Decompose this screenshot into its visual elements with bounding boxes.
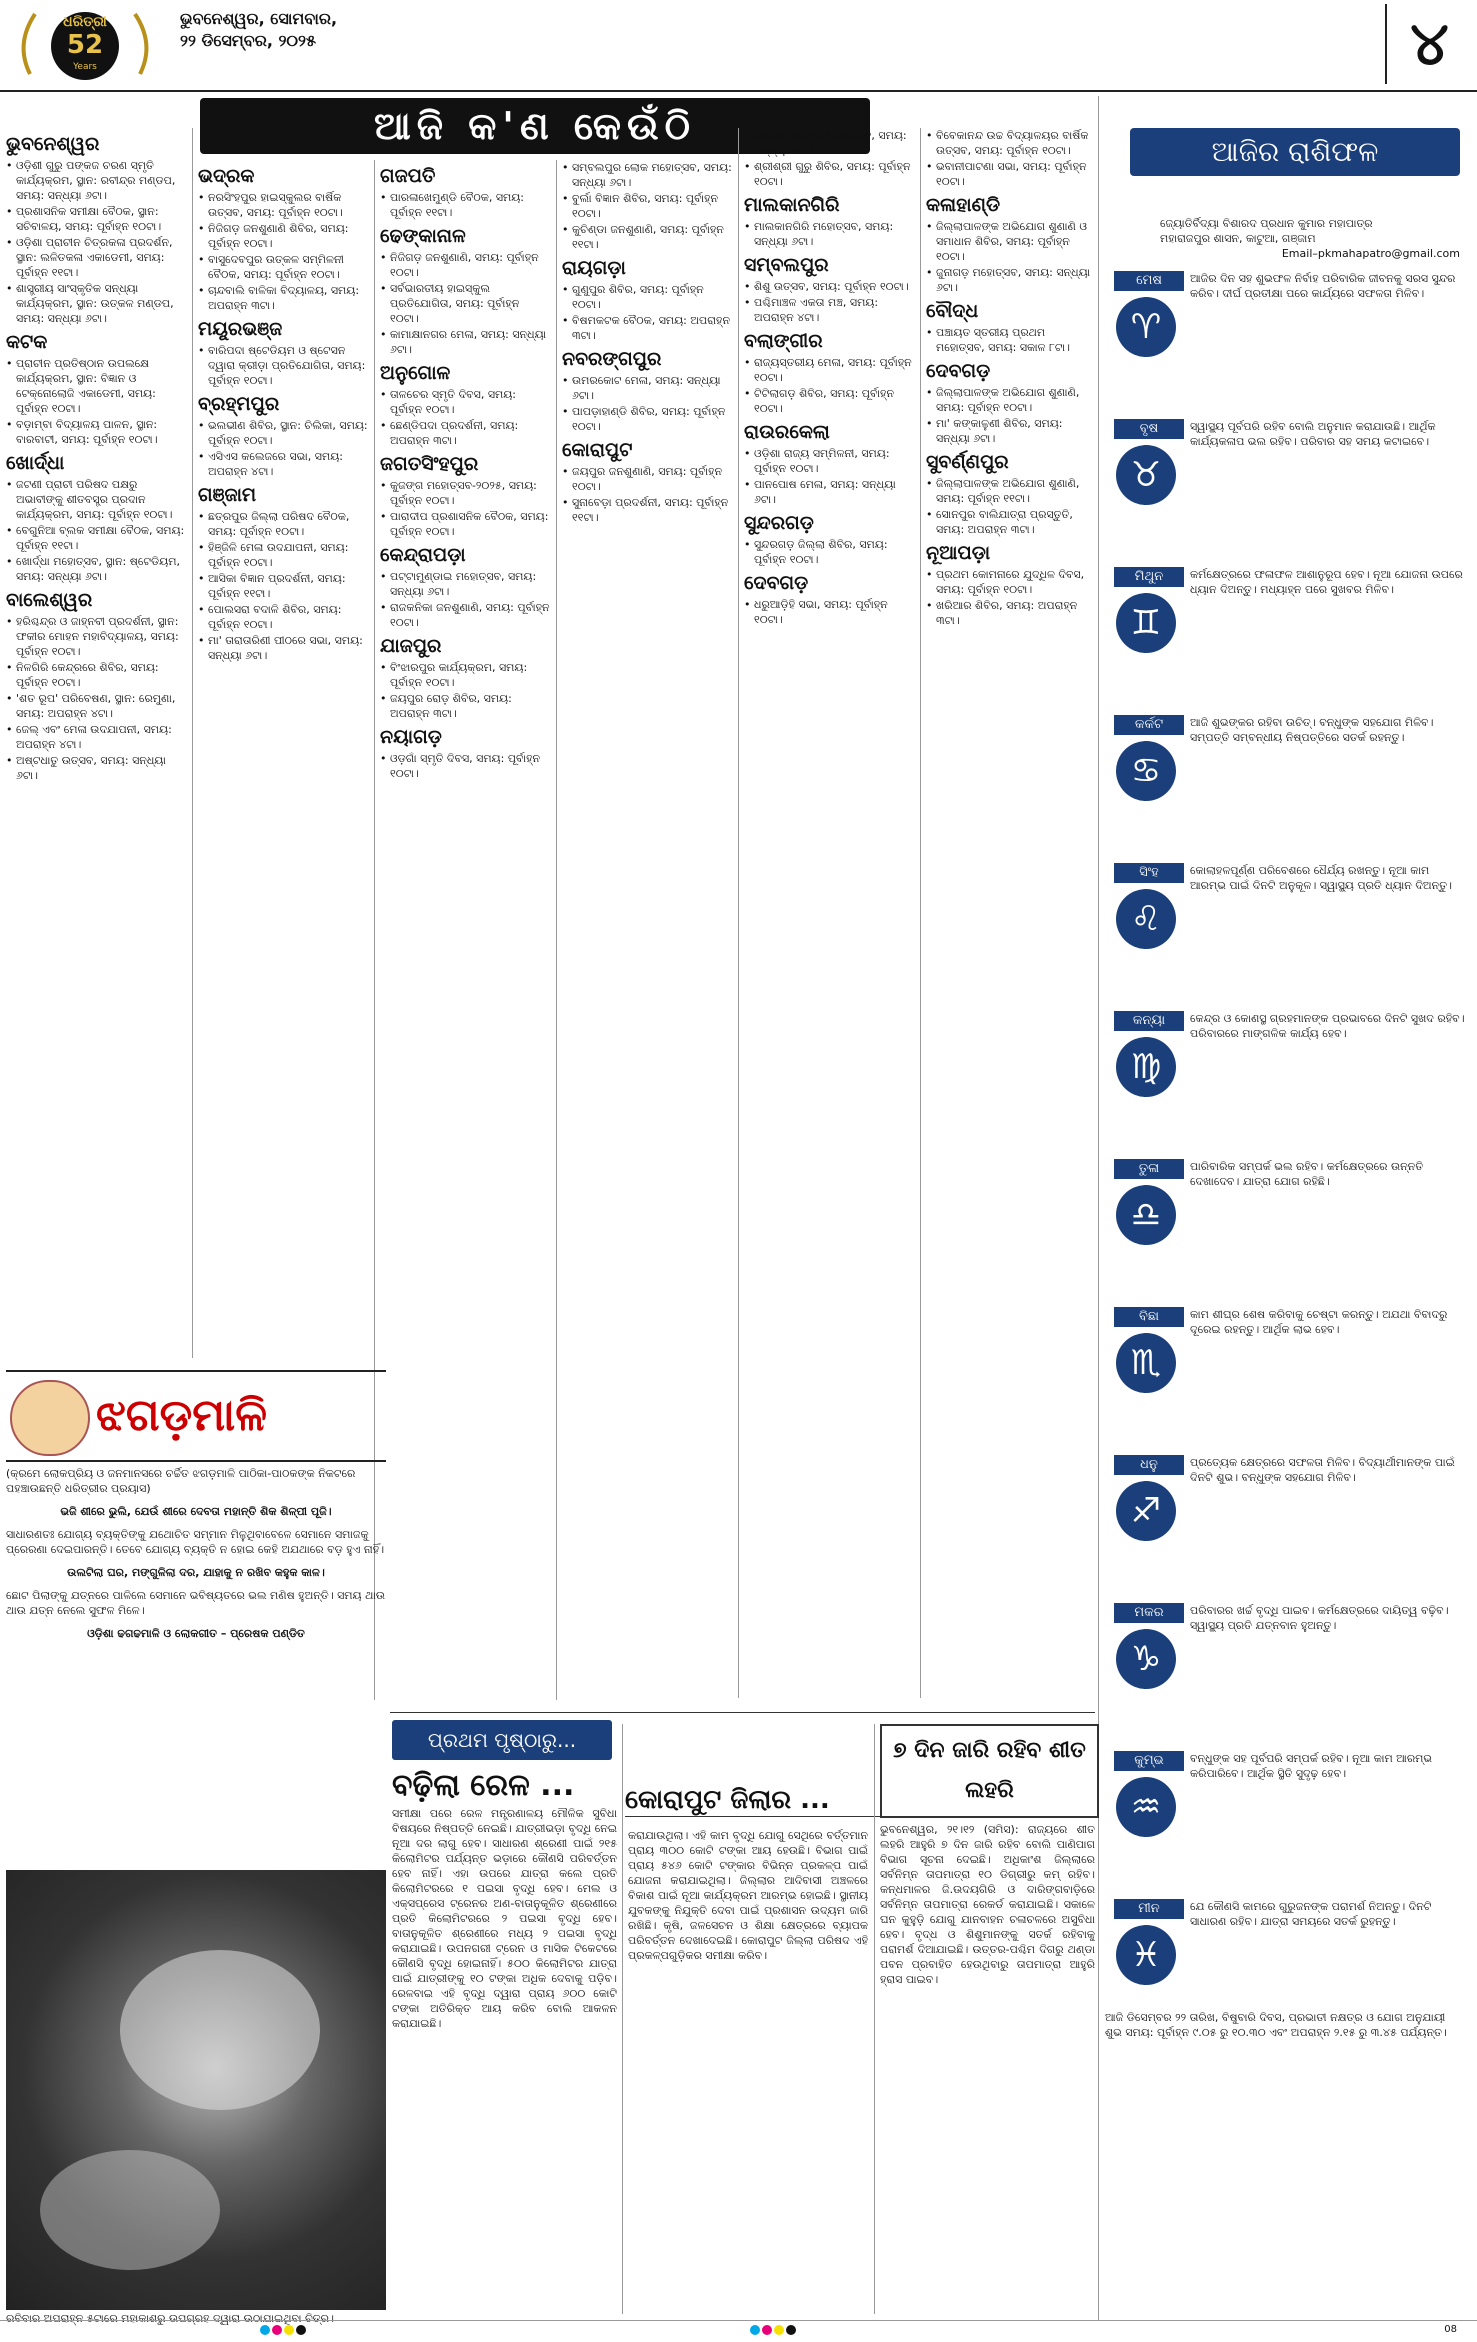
yellow-dot — [774, 2325, 784, 2335]
zodiac-text: କେନ୍ଦ୍ର ଓ କୋଣସ୍ଥ ଗ୍ରହମାନଙ୍କ ପ୍ରଭାବରେ ଦିନଟି ସୁଖଦ ରହିବ। ପରିବାରରେ ମାଙ୍ଗଳିକ କାର୍ଯ୍ୟ ହେବ। — [1190, 1012, 1465, 1040]
astrologer-place: ମହାରାଜପୁର ଶାସନ, କାଟୁଆ, ଗଞ୍ଜାମ — [1160, 232, 1316, 245]
district-heading: ମୟୂରଭଞ୍ଜ — [198, 318, 283, 340]
zodiac-entry — [1100, 1307, 1470, 1447]
event-item: • ଜିଲ୍ଲାପାଳଙ୍କ ଅଭିଯୋଗ ଶୁଣାଣି ଓ ସମାଧାନ ଶିବିର, ସମୟ: ପୂର୍ବାହ୍ନ ୧୦ଟା। — [926, 219, 1094, 264]
zodiac-icon: ♉ — [1116, 445, 1176, 505]
black-dot — [786, 2325, 796, 2335]
event-item: • ଟିଟିଲାଗଡ଼ ଶିବିର, ସମୟ: ପୂର୍ବାହ୍ନ ୧୦ଟା। — [744, 386, 914, 416]
district-heading: ଦେବଗଡ଼ — [926, 360, 991, 382]
zodiac-entry — [1100, 1751, 1470, 1891]
event-item: • କୁଚିଣ୍ଡା ଜନଶୁଣାଣି, ସମୟ: ପୂର୍ବାହ୍ନ ୧୧ଟା। — [562, 222, 732, 252]
zodiac-icon: ♒ — [1116, 1777, 1176, 1837]
zodiac-name: ବିଛା — [1114, 1307, 1184, 1327]
print-footer — [0, 2320, 1477, 2340]
district-heading: କୋରାପୁଟ — [562, 439, 633, 461]
events-column — [380, 160, 550, 1700]
zodiac-icon: ♐ — [1116, 1481, 1176, 1541]
event-item: • ପାପଡ଼ାହାଣ୍ଡି ଶିବିର, ସମୟ: ପୂର୍ବାହ୍ନ ୧୦ଟା। — [562, 404, 732, 434]
column-divider — [556, 160, 557, 1700]
district-heading: ରାଉରକେଲା — [744, 421, 830, 443]
district-heading: ନବରଙ୍ଗପୁର — [562, 348, 662, 370]
jhagadmali-verse: ଭଜି ଶୀରେ ଭୁଲି, ଯେଉଁ ଶୀରେ ଦେବତା ମହାନ୍ତି ଶିକ ଶିଳ୍ପୀ ପୂଜି। — [60, 1505, 332, 1518]
zodiac-icon: ♊ — [1116, 593, 1176, 653]
district-heading: ଦେବଗଡ଼ — [744, 572, 809, 594]
event-item: • ବେଗୁନିଆ ବ୍ଲକ ସମୀକ୍ଷା ବୈଠକ, ସମୟ: ପୂର୍ବାହ୍ନ ୧୧ଟା। — [6, 523, 186, 553]
zodiac-entry — [1100, 1603, 1470, 1743]
event-item: • ବଡ଼ାମ୍ବା ବିଦ୍ୟାଳୟ ପାଳନ, ସ୍ଥାନ: ବାରବାଟୀ, ସମୟ: ପୂର୍ବାହ୍ନ ୧୦ଟା। — [6, 417, 186, 447]
event-item: • ସମ୍ବଲପୁର ଲୋକ ମହୋତ୍ସବ, ସମୟ: ସନ୍ଧ୍ୟା ୬ଟା। — [562, 160, 732, 190]
event-item: • ନରସିଂହପୁର ହାଇସ୍କୁଲର ବାର୍ଷିକ ଉତ୍ସବ, ସମୟ: ପୂର୍ବାହ୍ନ ୧୦ଟା। — [198, 190, 368, 220]
event-item: • ମାଲକାନଗିରି ମହୋତ୍ସବ, ସମୟ: ସନ୍ଧ୍ୟା ୬ଟା। — [744, 219, 914, 249]
events-column — [6, 128, 186, 1358]
event-item: • ଜୁନାଗଡ଼ ମହୋତ୍ସବ, ସମୟ: ସନ୍ଧ୍ୟା ୬ଟା। — [926, 265, 1094, 295]
zodiac-entry — [1100, 715, 1470, 855]
logo-years: 52 — [66, 30, 104, 60]
zodiac-entry — [1100, 1011, 1470, 1151]
event-item: • ପଶ୍ଚିମାଞ୍ଚଳ ଏକତା ମଞ୍ଚ, ସମୟ: ଅପରାହ୍ନ ୪ଟା। — [744, 295, 914, 325]
event-item: • ଚାନ୍ଦବାଲି ବାଳିକା ବିଦ୍ୟାଳୟ, ସମୟ: ଅପରାହ୍ନ ୩ଟା। — [198, 283, 368, 313]
astrologer-email: Email–pkmahapatro@gmail.com — [1281, 247, 1460, 260]
zodiac-icon: ♌ — [1116, 889, 1176, 949]
district-heading: ବ୍ରହ୍ମପୁର — [198, 393, 280, 415]
district-heading: ଗଜପତି — [380, 165, 436, 187]
zodiac-icon: ♓ — [1116, 1925, 1176, 1985]
zodiac-text: ଆଜି ଶୁଭଙ୍କର ରହିବା ଉଚିତ୍। ବନ୍ଧୁଙ୍କ ସହଯୋଗ ମିଳିବ। ସମ୍ପତ୍ତି ସମ୍ବନ୍ଧୀୟ ନିଷ୍ପତ୍ତିରେ ସତର୍କ ରହନ୍ତୁ। — [1190, 716, 1434, 744]
jhagadmali-paragraph: ଛୋଟ ପିଲାଙ୍କୁ ଯତ୍ନରେ ପାଳିଲେ ସେମାନେ ଭବିଷ୍ୟତରେ ଭଲ ମଣିଷ ହୁଅନ୍ତି। ସମୟ ଥାଉ ଥାଉ ଯତ୍ନ ନେଲେ ସୁଫଳ ମିଳେ। — [6, 1589, 386, 1617]
cloud-mass — [120, 1950, 320, 2110]
event-item: • ପ୍ରଥମ କୋମନାରେ ଯୁଦ୍ଧିଳ ଦିବସ, ସମୟ: ପୂର୍ବାହ୍ନ ୧୦ଟା। — [926, 567, 1094, 597]
event-item: • ସୁନାବେଡ଼ା ପ୍ରଦର୍ଶନୀ, ସମୟ: ପୂର୍ବାହ୍ନ ୧୧ଟା। — [562, 495, 732, 525]
jhagadmali-box — [6, 1370, 386, 1860]
magenta-dot — [762, 2325, 772, 2335]
event-item: • ରାଜକନିକା ଜନଶୁଣାଣି, ସମୟ: ପୂର୍ବାହ୍ନ ୧୦ଟା। — [380, 600, 550, 630]
event-item: • ବାସୁଦେବପୁର ଉତ୍କଳ ସମ୍ମିଳନୀ ବୈଠକ, ସମୟ: ପୂର୍ବାହ୍ନ ୧୦ଟା। — [198, 252, 368, 282]
event-item: • ବିଷମକଟକ ବୈଠକ, ସମୟ: ଅପରାହ୍ନ ୩ଟା। — [562, 313, 732, 343]
event-item: • ମା' ତାରାତାରିଣୀ ପୀଠରେ ସଭା, ସମୟ: ସନ୍ଧ୍ୟା ୬ଟା। — [198, 633, 368, 663]
zodiac-text: ଯେ କୌଣସି କାମରେ ଗୁରୁଜନଙ୍କ ପରାମର୍ଶ ନିଅନ୍ତୁ। ଦିନଟି ସାଧାରଣ ରହିବ। ଯାତ୍ରା ସମୟରେ ସତର୍କ ରୁହନ୍ତୁ। — [1190, 1900, 1432, 1928]
rashifal-title: ଆଜିର ରାଶିଫଳ — [1130, 128, 1460, 176]
event-item: • ଛେଣ୍ଡିପଦା ପ୍ରଦର୍ଶନୀ, ସମୟ: ଅପରାହ୍ନ ୩ଟା। — [380, 418, 550, 448]
dateline — [180, 8, 440, 52]
pratham-label: ପ୍ରଥମ ପୃଷ୍ଠାରୁ... — [392, 1720, 612, 1760]
section-rule — [390, 1712, 1095, 1713]
yellow-dot — [284, 2325, 294, 2335]
event-item: • ମା' କଙ୍କାଳୁଣୀ ଶିବିର, ସମୟ: ସନ୍ଧ୍ୟା ୬ଟା। — [926, 416, 1094, 446]
event-item: • ନିଜିଗଡ଼ ଜନଶୁଣାଣି, ସମୟ: ପୂର୍ବାହ୍ନ ୧୦ଟା। — [380, 250, 550, 280]
logo-text: ଧରିତ୍ରୀ — [63, 14, 107, 30]
panchang-text: ଆଜି ଡିସେମ୍ବର ୨୨ ତାରିଖ, ବିଷୁବାରି ଦିବସ, ପ୍ରଭାତୀ ନକ୍ଷତ୍ର ଓ ଯୋଗ ଅନୁଯାୟୀ ଶୁଭ ସମୟ: ପୂର୍ବାହ୍ନ ୯.୦୫ ରୁ ୧୦.୩୦ ଏବଂ ଅପରାହ୍ନ ୨.୧୫ ରୁ ୩.୪୫ ପର୍ଯ୍ୟନ୍ତ। — [1105, 2011, 1447, 2039]
event-item: • ଭଲଭୀଣ ଶିବିର, ସ୍ଥାନ: ଚିଲିକା, ସମୟ: ପୂର୍ବାହ୍ନ ୧୦ଟା। — [198, 418, 368, 448]
event-item: • ଓଡ଼ିଶୀ ଗୁରୁ ପଙ୍କଜ ଚରଣ ସ୍ମୃତି କାର୍ଯ୍ୟକ୍ରମ, ସ୍ଥାନ: ରବୀନ୍ଦ୍ର ମଣ୍ଡପ, ସମୟ: ସନ୍ଧ୍ୟା ୬ଟା। — [6, 158, 186, 203]
event-item: • ଆସିକା ବିଜ୍ଞାନ ପ୍ରଦର୍ଶନୀ, ସମୟ: ପୂର୍ବାହ୍ନ ୧୧ଟା। — [198, 571, 368, 601]
zodiac-icon: ♎ — [1116, 1185, 1176, 1245]
event-item: • ଜେଲ୍ ଏବଂ ମେଳା ଉଦଯାପନୀ, ସମୟ: ଅପରାହ୍ନ ୪ଟା। — [6, 722, 186, 752]
cyan-dot — [750, 2325, 760, 2335]
event-item: • ଶାସ୍ତ୍ରୀୟ ସାଂସ୍କୃତିକ ସନ୍ଧ୍ୟା କାର୍ଯ୍ୟକ୍ରମ, ସ୍ଥାନ: ଉତ୍କଳ ମଣ୍ଡପ, ସମୟ: ସନ୍ଧ୍ୟା ୬ଟା। — [6, 281, 186, 326]
district-heading: ରାୟଗଡ଼ା — [562, 257, 626, 279]
jhagadmali-author: ଓଡ଼ିଶା ଢଗଢମାଳି ଓ ଲୋକଗୀତ – ପ୍ରେଷକ ପଣ୍ଡିତ — [87, 1627, 305, 1640]
event-item: • ଧରୁଆଡ଼ିହି ସଭା, ସମୟ: ପୂର୍ବାହ୍ନ ୧୦ଟା। — [744, 597, 914, 627]
column-divider — [622, 1724, 623, 2314]
district-heading: ବଲାଙ୍ଗୀର — [744, 330, 823, 352]
event-item: • ସୋନପୁର ବାଲିଯାତ୍ରା ପ୍ରସ୍ତୁତି, ସମୟ: ଅପରାହ୍ନ ୩ଟା। — [926, 507, 1094, 537]
zodiac-name: ମୀନ — [1114, 1899, 1184, 1919]
cartoon-faces-icon — [10, 1380, 90, 1456]
district-heading: କେନ୍ଦ୍ରାପଡ଼ା — [380, 544, 466, 566]
zodiac-entry — [1100, 1455, 1470, 1595]
black-dot — [296, 2325, 306, 2335]
satellite-caption: ରବିବାର ଅପରାହ୍ନ ୫ଟାରେ ମହାକାଶରୁ ଉପଗ୍ରହ ଦ୍ୱାରା ଉଠାଯାଇଥିବା ଚିତ୍ର। — [6, 2312, 334, 2325]
event-item: • ପାରଳାଖେମୁଣ୍ଡି ବୈଠକ, ସମୟ: ପୂର୍ବାହ୍ନ ୧୧ଟା। — [380, 190, 550, 220]
zodiac-text: ପାରିବାରିକ ସମ୍ପର୍କ ଭଲ ରହିବ। କର୍ମକ୍ଷେତ୍ରରେ ଉନ୍ନତି ଦେଖାଦେବ। ଯାତ୍ରା ଯୋଗ ରହିଛି। — [1190, 1160, 1424, 1188]
district-heading: ନୟାଗଡ଼ — [380, 726, 442, 748]
district-heading: ସମ୍ବଲପୁର — [744, 254, 829, 276]
zodiac-text: ଆଜିର ଦିନ ସହ ଶୁଭଫଳ ନିର୍ବାହ ପରିବାରିକ ଜୀବନକୁ ସରସ ସୁନ୍ଦର କରିବ। ଦୀର୍ଘ ପ୍ରତୀକ୍ଷା ପରେ କାର୍ଯ୍ୟରେ ସଫଳତା ମିଳିବ। — [1190, 272, 1456, 300]
zodiac-icon: ♏ — [1116, 1333, 1176, 1393]
event-item: • ହିଞ୍ଜିଳି ମେଳା ଉଦଯାପନୀ, ସମୟ: ପୂର୍ବାହ୍ନ ୧୦ଟା। — [198, 540, 368, 570]
event-item: • ଛତ୍ରପୁର ଜିଲ୍ଲା ପରିଷଦ ବୈଠକ, ସମୟ: ପୂର୍ବାହ୍ନ ୧୦ଟା। — [198, 509, 368, 539]
event-item: • ପାରାଦୀପ ପ୍ରଶାସନିକ ବୈଠକ, ସମୟ: ପୂର୍ବାହ୍ନ ୧୦ଟା। — [380, 509, 550, 539]
column-divider — [920, 128, 921, 1698]
district-heading: ଭଦ୍ରକ — [198, 165, 255, 187]
event-item: • ପାନପୋଷ ମେଳା, ସମୟ: ସନ୍ଧ୍ୟା ୬ଟା। — [744, 477, 914, 507]
event-item: • ଗୁଣୁପୁର ଶିବିର, ସମୟ: ପୂର୍ବାହ୍ନ ୧୦ଟା। — [562, 282, 732, 312]
column-divider — [738, 128, 739, 1698]
event-item: • କୁଜଙ୍ଗ ମହୋତ୍ସବ-୨୦୨୫, ସମୟ: ପୂର୍ବାହ୍ନ ୧୦ଟା। — [380, 478, 550, 508]
section-banner: ଆଜି କ'ଣ କେଉଁଠି — [200, 98, 870, 154]
event-item: • ଓଡ଼ିଶା ପ୍ରାଚୀନ ଚିତ୍ରକଳା ପ୍ରଦର୍ଶନ, ସ୍ଥାନ: ଲଳିତକଳା ଏକାଡେମୀ, ସମୟ: ପୂର୍ବାହ୍ନ ୧୧ଟା। — [6, 235, 186, 280]
district-heading: ମାଲକାନଗିରି — [744, 194, 840, 216]
zodiac-name: ଧନୁ — [1114, 1455, 1184, 1475]
event-item: • ବିବେକାନନ୍ଦ ଉଚ୍ଚ ବିଦ୍ୟାଳୟର ବାର୍ଷିକ ଉତ୍ସବ, ସମୟ: ପୂର୍ବାହ୍ନ ୧୦ଟା। — [926, 128, 1094, 158]
event-item: • ହରିଶ୍ଚନ୍ଦ୍ର ଓ ଜାହ୍ନବୀ ପ୍ରଦର୍ଶନୀ, ସ୍ଥାନ: ଫକୀର ମୋହନ ମହାବିଦ୍ୟାଳୟ, ସମୟ: ପୂର୍ବାହ୍ନ ୧୦ଟା। — [6, 614, 186, 659]
article-heading: ୭ ଦିନ ଜାରି ରହିବ ଶୀତ ଲହରି — [893, 1738, 1086, 1803]
district-heading: ସୁବର୍ଣ୍ଣପୁର — [926, 451, 1009, 473]
district-heading: କଳାହାଣ୍ଡି — [926, 194, 1001, 216]
page-number: ୪ — [1385, 4, 1472, 84]
event-item: • ଜୟପୁର ରୋଡ଼ ଶିବିର, ସମୟ: ଅପରାହ୍ନ ୩ଟା। — [380, 691, 550, 721]
astrologer-name: ଜ୍ୟୋତିର୍ବିଦ୍ୟା ବିଶାରଦ ପ୍ରଧାନ କୁମାର ମହାପାତ୍ର — [1160, 217, 1373, 230]
jhagadmali-verse: ଉଲଟିଲା ଘର, ମଙ୍ଗୁଳିଲା ଦର, ଯାହାକୁ ନ ରଖିବ କହୁକ କାଳ। — [67, 1566, 325, 1579]
zodiac-text: ପରିବାରର ଖର୍ଚ୍ଚ ବୃଦ୍ଧି ପାଇବ। କର୍ମକ୍ଷେତ୍ରରେ ଦାୟିତ୍ୱ ବଢ଼ିବ। ସ୍ୱାସ୍ଥ୍ୟ ପ୍ରତି ଯତ୍ନବାନ ହୁଅନ୍ତୁ। — [1190, 1604, 1449, 1632]
zodiac-name: ବୃଷ — [1114, 419, 1184, 439]
event-item: • ଜିଲ୍ଲାପାଳଙ୍କ ଅଭିଯୋଗ ଶୁଣାଣି, ସମୟ: ପୂର୍ବାହ୍ନ ୧୧ଟା। — [926, 476, 1094, 506]
zodiac-name: କନ୍ୟା — [1114, 1011, 1184, 1031]
zodiac-name: କର୍କଟ — [1114, 715, 1184, 735]
event-item: • ଉମରକୋଟ ମେଳା, ସମୟ: ସନ୍ଧ୍ୟା ୬ଟା। — [562, 373, 732, 403]
article-body: କରାଯାଉଥିଲା। ଏହି କାମ ବୃଦ୍ଧି ଯୋଗୁ ସେଥିରେ ବର୍ତ୍ତମାନ ପ୍ରାୟ ୩୦୦ କୋଟି ଟଙ୍କା ଆୟ ହେଉଛି। ବିଭାଗ ପାଇଁ ପ୍ରାୟ ୫୪୬ କୋଟି ଟଙ୍କାର ବିଭିନ୍ନ ପ୍ରକଳ୍ପ ପାଇଁ ଯୋଜନା କରାଯାଇଥିଲା। ଜିଲ୍ଲାର ଆଦିବାସୀ ଅଞ୍ଚଳରେ ବିକାଶ ପାଇଁ ନୂଆ କାର୍ଯ୍ୟକ୍ରମ ଆରମ୍ଭ ହୋଇଛି। ସ୍ଥାନୀୟ ଯୁବକଙ୍କୁ ନିଯୁକ୍ତି ଦେବା ପାଇଁ ପ୍ରଶାସନ ଉଦ୍ୟମ ଜାରି ରଖିଛି। କୃଷି, ଜଳସେଚନ ଓ ଶିକ୍ଷା କ୍ଷେତ୍ରରେ ବ୍ୟାପକ ପରିବର୍ତ୍ତନ ଦେଖାଦେଇଛି। କୋରାପୁଟ ଜିଲ୍ଲା ପରିଷଦ ଏହି ପ୍ରକଳ୍ପଗୁଡ଼ିକର ସମୀକ୍ଷା କରିବ। — [628, 1829, 868, 1962]
zodiac-icon: ♑ — [1116, 1629, 1176, 1689]
zodiac-text: ସ୍ୱାସ୍ଥ୍ୟ ପୂର୍ବପରି ରହିବ ବୋଲି ଅନୁମାନ କରାଯାଉଛି। ଆର୍ଥିକ କାର୍ଯ୍ୟକଳାପ ଭଲ ରହିବ। ପରିବାର ସହ ସମୟ କଟାଇବେ। — [1190, 420, 1436, 448]
zodiac-entry — [1100, 1159, 1470, 1299]
event-item: • ପଟ୍ଟାମୁଣ୍ଡାଇ ମହୋତ୍ସବ, ସମୟ: ସନ୍ଧ୍ୟା ୬ଟା। — [380, 569, 550, 599]
cloud-mass — [40, 2150, 220, 2270]
district-heading: ବାଲେଶ୍ୱର — [6, 589, 93, 611]
event-item: • ଭବାନୀପାଟଣା ସଭା, ସମୟ: ପୂର୍ବାହ୍ନ ୧୦ଟା। — [926, 159, 1094, 189]
zodiac-entry — [1100, 419, 1470, 559]
jhagadmali-subtitle: (କ୍ରମେ ଲୋକପ୍ରିୟ ଓ ଜନମାନସରେ ଚର୍ଚ୍ଚିତ ଝଗଡ଼ମାଳି ପାଠିକା-ପାଠକଙ୍କ ନିକଟରେ ପହଞ୍ଚାଉଛନ୍ତି ଧରିତ୍ରୀର ପ୍ରୟାସ) — [6, 1467, 356, 1495]
column-divider — [874, 1724, 875, 2314]
zodiac-name: ମେଷ — [1114, 271, 1184, 291]
event-item: • ସୁନ୍ଦରଗଡ଼ ଜିଲ୍ଲା ଶିବିର, ସମୟ: ପୂର୍ବାହ୍ନ ୧୦ଟା। — [744, 537, 914, 567]
zodiac-name: ତୁଳା — [1114, 1159, 1184, 1179]
zodiac-text: କୋଲାହଳପୂର୍ଣ୍ଣ ପରିବେଶରେ ଧୈର୍ଯ୍ୟ ରଖନ୍ତୁ। ନୂଆ କାମ ଆରମ୍ଭ ପାଇଁ ଦିନଟି ଅନୁକୂଳ। ସ୍ୱାସ୍ଥ୍ୟ ପ୍ରତି ଧ୍ୟାନ ଦିଅନ୍ତୁ। — [1190, 864, 1452, 892]
zodiac-name: ସିଂହ — [1114, 863, 1184, 883]
district-heading: ଢେଙ୍କାନାଳ — [380, 225, 466, 247]
issue-date: ୨୨ ଡିସେମ୍ବର, ୨୦୨୫ — [180, 31, 316, 50]
district-heading: ବୌଦ୍ଧ — [926, 300, 979, 322]
city-day: ଭୁବନେଶ୍ୱର, ସୋମବାର, — [180, 9, 338, 28]
event-item: • ଶିଶୁ ଉତ୍ସବ, ସମୟ: ପୂର୍ବାହ୍ନ ୧୦ଟା। — [744, 279, 914, 294]
zodiac-name: ମକର — [1114, 1603, 1184, 1623]
cyan-dot — [260, 2325, 270, 2335]
event-item: • ତାଳଚେର ସ୍ମୃତି ଦିବସ, ସମୟ: ପୂର୍ବାହ୍ନ ୧୦ଟା। — [380, 387, 550, 417]
event-item: • ଜିଲ୍ଲାପାଳଙ୍କ ଅଭିଯୋଗ ଶୁଣାଣି, ସମୟ: ପୂର୍ବାହ୍ନ ୧୦ଟା। — [926, 385, 1094, 415]
rashifal-panel — [1100, 96, 1470, 2321]
masthead — [0, 0, 1477, 92]
zodiac-name: କୁମ୍ଭ — [1114, 1751, 1184, 1771]
zodiac-text: କାମ ଶୀଘ୍ର ଶେଷ କରିବାକୁ ଚେଷ୍ଟା କରନ୍ତୁ। ଅଯଥା ବିବାଦରୁ ଦୂରେଇ ରହନ୍ତୁ। ଆର୍ଥିକ ଲାଭ ହେବ। — [1190, 1308, 1448, 1336]
jhagadmali-body — [6, 1466, 386, 1649]
magenta-dot — [272, 2325, 282, 2335]
events-column — [198, 160, 368, 1360]
district-heading: ଅନୁଗୋଳ — [380, 362, 451, 384]
district-heading: ନୂଆପଡ଼ା — [926, 542, 991, 564]
district-heading: ସୁନ୍ଦରଗଡ଼ — [744, 512, 814, 534]
event-item: • ପ୍ରଶାସନିକ ସମୀକ୍ଷା ବୈଠକ, ସ୍ଥାନ: ସଚିବାଳୟ, ସମୟ: ପୂର୍ବାହ୍ନ ୧୦ଟା। — [6, 204, 186, 234]
article-body: ସମୀକ୍ଷା ପରେ ରେଳ ମନ୍ତ୍ରଣାଳୟ ମୌଳିକ ସୁବିଧା ବିଷୟରେ ନିଷ୍ପତ୍ତି ନେଇଛି। ଯାତ୍ରୀଭଡ଼ା ବୃଦ୍ଧି ନେଇ ନୂଆ ଦର ଲାଗୁ ହେବ। ସାଧାରଣ ଶ୍ରେଣୀ ପାଇଁ ୨୧୫ କିଲୋମିଟର ପର୍ଯ୍ୟନ୍ତ ଭଡ଼ାରେ କୌଣସି ପରିବର୍ତ୍ତନ ହେବ ନାହିଁ। ଏହା ଉପରେ ଯାତ୍ରା କଲେ ପ୍ରତି କିଲୋମିଟରରେ ୧ ପଇସା ବୃଦ୍ଧି ହେବ। ମେଲ ଓ ଏକ୍ସପ୍ରେସ ଟ୍ରେନର ଅଣ-ବାତାନୁକୂଳିତ ଶ୍ରେଣୀରେ ପ୍ରତି କିଲୋମିଟରରେ ୨ ପଇସା ବୃଦ୍ଧି ହେବ। ବାତାନୁକୂଳିତ ଶ୍ରେଣୀରେ ମଧ୍ୟ ୨ ପଇସା ବୃଦ୍ଧି କରାଯାଇଛି। ଉପନଗରୀ ଟ୍ରେନ ଓ ମାସିକ ଟିକେଟରେ କୌଣସି ବୃଦ୍ଧି ହୋଇନାହିଁ। ୫୦୦ କିଲୋମିଟର ଯାତ୍ରା ପାଇଁ ଯାତ୍ରୀଙ୍କୁ ୧୦ ଟଙ୍କା ଅଧିକ ଦେବାକୁ ପଡ଼ିବ। ରେଳବାଇ ଏହି ବୃଦ୍ଧି ଦ୍ୱାରା ପ୍ରାୟ ୬୦୦ କୋଟି ଟଙ୍କା ଅତିରିକ୍ତ ଆୟ କରିବ ବୋଲି ଆକଳନ କରାଯାଇଛି। — [392, 1807, 617, 2030]
zodiac-text: ପ୍ରତ୍ୟେକ କ୍ଷେତ୍ରରେ ସଫଳତା ମିଳିବ। ବିଦ୍ୟାର୍ଥୀମାନଙ୍କ ପାଇଁ ଦିନଟି ଶୁଭ। ବନ୍ଧୁଙ୍କ ସହଯୋଗ ମିଳିବ। — [1190, 1456, 1455, 1484]
event-item: • ଏସିଏସ କଲେଜରେ ସଭା, ସମୟ: ଅପରାହ୍ନ ୪ଟା। — [198, 449, 368, 479]
newspaper-logo — [10, 4, 160, 84]
article-heading: ବଢ଼ିଲା ରେଳ ... — [392, 1768, 575, 1803]
events-column — [562, 160, 732, 1700]
jhagadmali-title: ଝଗଡ଼ମାଳି — [96, 1390, 267, 1441]
logo-years-label: Years — [73, 62, 97, 72]
event-item: • ବାରିପଦା ଷ୍ଟେଡିୟମ ଓ ଷ୍ଟେସନ ଦ୍ୱାରା କ୍ରୀଡ଼ା ପ୍ରତିଯୋଗିତା, ସମୟ: ପୂର୍ବାହ୍ନ ୧୦ଟା। — [198, 343, 368, 388]
event-item: • ନିଜିଗଡ଼ ଜନଶୁଣାଣି ଶିବିର, ସମୟ: ପୂର୍ବାହ୍ନ ୧୦ଟା। — [198, 221, 368, 251]
event-item: • ପୋଲସରା ବଦାଳି ଶିବିର, ସମୟ: ପୂର୍ବାହ୍ନ ୧୦ଟା। — [198, 602, 368, 632]
event-item: • ଖୋର୍ଦ୍ଧା ମହୋତ୍ସବ, ସ୍ଥାନ: ଷ୍ଟେଡିୟମ, ସମୟ: ସନ୍ଧ୍ୟା ୬ଟା। — [6, 554, 186, 584]
event-item: • ଜୟପୁର ଜନଶୁଣାଣି, ସମୟ: ପୂର୍ବାହ୍ନ ୧୦ଟା। — [562, 464, 732, 494]
zodiac-name: ମିଥୁନ — [1114, 567, 1184, 587]
event-item: • ଅଷ୍ଟଧାତୁ ଉତ୍ସବ, ସମୟ: ସନ୍ଧ୍ୟା ୬ଟା। — [6, 753, 186, 783]
event-item: • ନିଳଗିରି କେନ୍ଦ୍ରରେ ଶିବିର, ସମୟ: ପୂର୍ବାହ୍ନ ୧୦ଟା। — [6, 660, 186, 690]
event-item: • ସାମ୍ବଲ କେନ୍ଦ୍ର ମହୋତ୍ସବ, ସମୟ: ସନ୍ଧ୍ୟା ୬ଟା। — [744, 128, 914, 158]
event-item: • କାମାକ୍ଷାନଗର ମେଳା, ସମୟ: ସନ୍ଧ୍ୟା ୬ଟା। — [380, 327, 550, 357]
events-column — [926, 128, 1094, 1698]
event-item: • ଜଟଣୀ ପ୍ରାଚୀ ପରିଷଦ ପକ୍ଷରୁ ଅଭାବୀଙ୍କୁ ଶୀତବସ୍ତ୍ର ପ୍ରଦାନ କାର୍ଯ୍ୟକ୍ରମ, ସମୟ: ପୂର୍ବାହ୍ନ ୧୦ଟା। — [6, 477, 186, 522]
event-item: • ବୁର୍ଲା ବିଜ୍ଞାନ ଶିବିର, ସମୟ: ପୂର୍ବାହ୍ନ ୧୦ଟା। — [562, 191, 732, 221]
event-item: • ପ୍ରାଚୀନ ପ୍ରତିଷ୍ଠାନ ଉପଲକ୍ଷେ କାର୍ଯ୍ୟକ୍ରମ, ସ୍ଥାନ: ବିଜ୍ଞାନ ଓ ଟେକ୍ନୋଲୋଜି ଏକାଡେମୀ, ସମୟ: ପୂର୍ବାହ୍ନ ୧୦ଟା। — [6, 356, 186, 416]
district-heading: ଗଞ୍ଜାମ — [198, 484, 257, 506]
zodiac-entry — [1100, 567, 1470, 707]
event-item: • ବିଂଝାରପୁର କାର୍ଯ୍ୟକ୍ରମ, ସମୟ: ପୂର୍ବାହ୍ନ ୧୦ଟା। — [380, 660, 550, 690]
astrologer-info — [1160, 216, 1460, 261]
footer-mark: 08 — [1444, 2324, 1457, 2335]
article-body: ଭୁବନେଶ୍ୱର, ୨୧।୧୨ (ସମିସ): ରାଜ୍ୟରେ ଶୀତ ଲହରି ଆହୁରି ୭ ଦିନ ଜାରି ରହିବ ବୋଲି ପାଣିପାଗ ବିଭାଗ ସୂଚନା ଦେଇଛି। ଅଧିକାଂଶ ଜିଲ୍ଲାରେ ସର୍ବନିମ୍ନ ତାପମାତ୍ରା ୧୦ ଡିଗ୍ରୀରୁ କମ୍ ରହିବ। କନ୍ଧମାଳର ଜି.ଉଦୟଗିରି ଓ ଦାରିଙ୍ଗବାଡ଼ିରେ ସର୍ବନିମ୍ନ ତାପମାତ୍ରା ରେକର୍ଡ କରାଯାଇଛି। ସକାଳେ ଘନ କୁହୁଡ଼ି ଯୋଗୁ ଯାନବାହନ ଚଳାଚଳରେ ଅସୁବିଧା ହେବ। ବୃଦ୍ଧ ଓ ଶିଶୁମାନଙ୍କୁ ସତର୍କ ରହିବାକୁ ପରାମର୍ଶ ଦିଆଯାଇଛି। ଉତ୍ତର-ପଶ୍ଚିମ ଦିଗରୁ ଥଣ୍ଡା ପବନ ପ୍ରବାହିତ ହେଉଥିବାରୁ ତାପମାତ୍ରା ଆହୁରି ହ୍ରାସ ପାଇବ। — [880, 1823, 1095, 1986]
zodiac-text: କର୍ମକ୍ଷେତ୍ରରେ ଫଳାଫଳ ଆଶାନୁରୂପ ହେବ। ନୂଆ ଯୋଜନା ଉପରେ ଧ୍ୟାନ ଦିଅନ୍ତୁ। ମଧ୍ୟାହ୍ନ ପରେ ସୁଖବର ମିଳିବ। — [1190, 568, 1463, 596]
event-item: • ଖରିଆର ଶିବିର, ସମୟ: ଅପରାହ୍ନ ୩ଟା। — [926, 598, 1094, 628]
district-heading: ଜଗତସିଂହପୁର — [380, 453, 479, 475]
zodiac-entry — [1100, 271, 1470, 411]
jhagadmali-header — [6, 1370, 386, 1462]
column-divider — [192, 128, 193, 1358]
column-divider — [1098, 96, 1099, 2321]
event-item: • 'ଶତ ରୂପ' ପରିବେଷଣ, ସ୍ଥାନ: ରେମୁଣା, ସମୟ: ଅପରାହ୍ନ ୪ଟା। — [6, 691, 186, 721]
event-item: • ସର୍ବଭାରତୀୟ ହାଇସ୍କୁଲ ପ୍ରତିଯୋଗିତା, ସମୟ: ପୂର୍ବାହ୍ନ ୧୦ଟା। — [380, 281, 550, 326]
event-item: • ଶ୍ରୀଶ୍ରୀ ଗୁରୁ ଶିବିର, ସମୟ: ପୂର୍ବାହ୍ନ ୧୦ଟା। — [744, 159, 914, 189]
zodiac-icon: ♍ — [1116, 1037, 1176, 1097]
zodiac-icon: ♈ — [1116, 297, 1176, 357]
zodiac-text: ବନ୍ଧୁଙ୍କ ସହ ପୂର୍ବପରି ସମ୍ପର୍କ ରହିବ। ନୂଆ କାମ ଆରମ୍ଭ କରିପାରିବେ। ଆର୍ଥିକ ସ୍ଥିତି ସୁଦୃଢ଼ ହେବ। — [1190, 1752, 1433, 1780]
zodiac-entry — [1100, 863, 1470, 1003]
event-item: • ରାଜ୍ୟସ୍ତରୀୟ ମେଳା, ସମୟ: ପୂର୍ବାହ୍ନ ୧୦ଟା। — [744, 355, 914, 385]
district-heading: ଭୁବନେଶ୍ୱର — [6, 133, 100, 155]
events-column — [744, 128, 914, 1698]
zodiac-icon: ♋ — [1116, 741, 1176, 801]
district-heading: କଟକ — [6, 331, 48, 353]
event-item: • ପଞ୍ଚାୟତ ସ୍ତରୀୟ ପ୍ରଥମ ମହୋତ୍ସବ, ସମୟ: ସକାଳ ୮ଟା। — [926, 325, 1094, 355]
event-item: • ଓଡ଼ଗାଁ ସ୍ମୃତି ଦିବସ, ସମୟ: ପୂର୍ବାହ୍ନ ୧୦ଟା। — [380, 751, 550, 781]
article-heading-box — [880, 1724, 1099, 1818]
district-heading: ଯାଜପୁର — [380, 635, 442, 657]
jhagadmali-paragraph: ସାଧାରଣତଃ ଯୋଗ୍ୟ ବ୍ୟକ୍ତିଙ୍କୁ ଯଥୋଚିତ ସମ୍ମାନ ମିଳୁଥିବାବେଳେ ସେମାନେ ସମାଜକୁ ପ୍ରେରଣା ଦେଇପାରନ୍ତି। ତେବେ ଯୋଗ୍ୟ ବ୍ୟକ୍ତି ନ ହୋଇ କେହି ଅଯଥାରେ ବଡ଼ ହୁଏ ନାହିଁ। — [6, 1528, 385, 1556]
event-item: • ଓଡ଼ିଶା ରାଜ୍ୟ ସମ୍ମିଳନୀ, ସମୟ: ପୂର୍ବାହ୍ନ ୧୦ଟା। — [744, 446, 914, 476]
district-heading: ଖୋର୍ଦ୍ଧା — [6, 452, 65, 474]
article-heading: କୋରାପୁଟ ଜିଲାର ... — [625, 1785, 1085, 1817]
